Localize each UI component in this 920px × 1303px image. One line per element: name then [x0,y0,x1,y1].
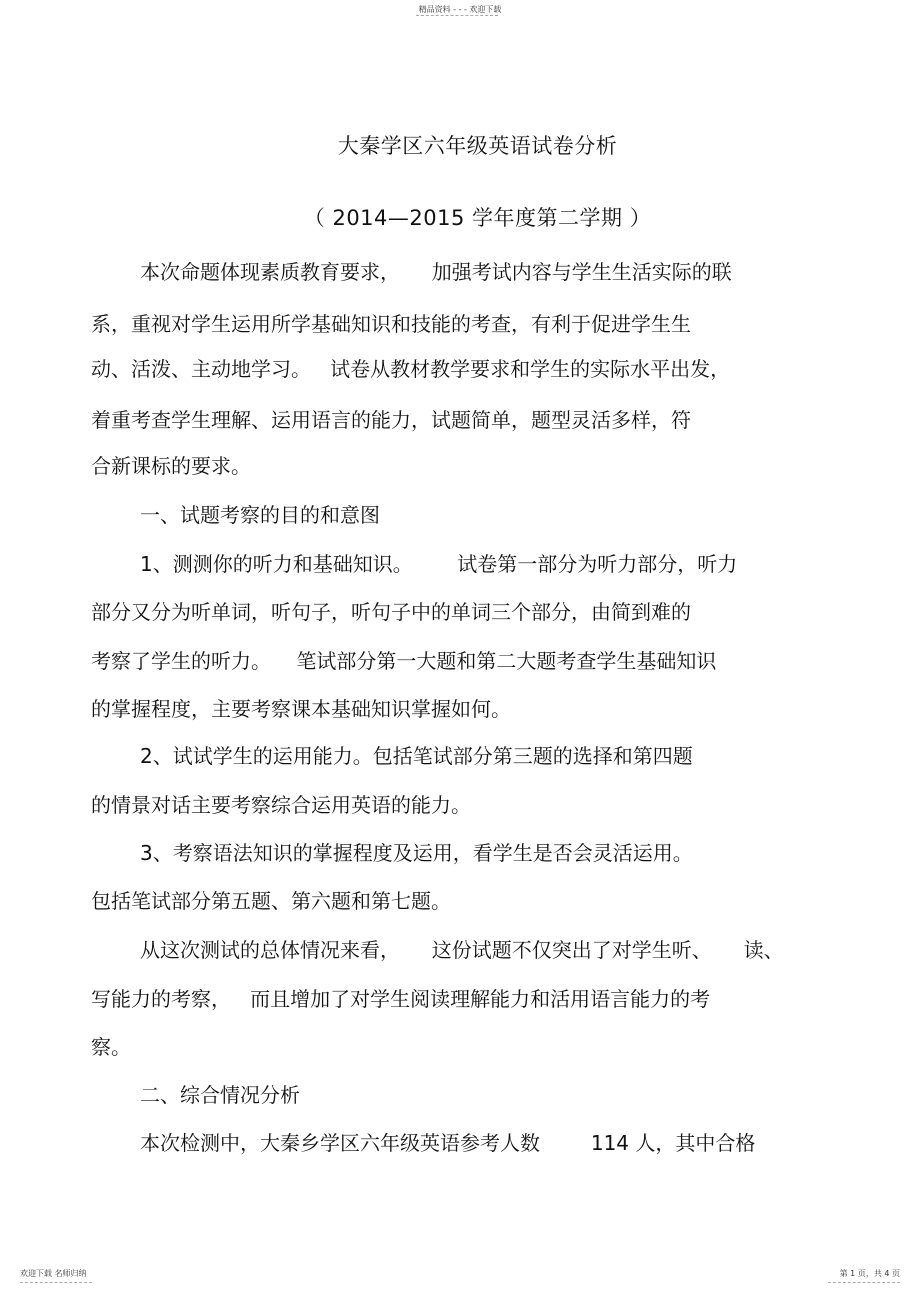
document-title: 大秦学区六年级英语试卷分析 [337,134,618,158]
body-line: 部分又分为听单词，听句子，听句子中的单词三个部分，由简到难的 [91,600,691,624]
body-line: 的掌握程度，主要考察课本基础知识掌握如何。 [91,697,511,721]
footer-divider-right [828,1282,900,1283]
section-heading: 一、试题考察的目的和意图 [140,503,380,527]
body-line: 动、活泼、主动地学习。 试卷从教材教学要求和学生的实际水平出发， [91,357,731,381]
body-line: 合新课标的要求。 [91,454,251,478]
body-line: 从这次测试的总体情况来看， 这份试题不仅突出了对学生听、 读、 [140,938,784,962]
body-line: 着重考查学生理解、运用语言的能力，试题简单，题型灵活多样，符 [91,408,691,432]
body-line: 3、考察语法知识的掌握程度及运用，看学生是否会灵活运用。 [140,841,693,865]
body-line: 本次检测中，大秦乡学区六年级英语参考人数 114 人，其中合格 [140,1131,756,1155]
body-line: 考察了学生的听力。 笔试部分第一大题和第二大题考查学生基础知识 [91,649,717,673]
document-subtitle: （ 2014—2015 学年度第二学期 ） [303,206,652,230]
page-header: 精品资料 - - - 欢迎下载 [418,5,502,14]
body-line: 察。 [91,1035,131,1059]
header-divider [416,15,498,16]
body-line: 写能力的考察， 而且增加了对学生阅读理解能力和活用语言能力的考 [91,987,711,1011]
page-number: 第 1 页，共 4 页 [839,1269,900,1278]
section-heading: 二、综合情况分析 [140,1083,300,1107]
body-line: 2、试试学生的运用能力。包括笔试部分第三题的选择和第四题 [140,744,693,768]
body-line: 的情景对话主要考察综合运用英语的能力。 [91,793,471,817]
body-line: 系，重视对学生运用所学基础知识和技能的考查，有利于促进学生生 [91,312,691,336]
footer-divider-left [20,1282,92,1283]
body-line: 包括笔试部分第五题、第六题和第七题。 [91,889,451,913]
body-line: 1、测测你的听力和基础知识。 试卷第一部分为听力部分，听力 [140,552,738,576]
footer-left-text: 欢迎下载 名师归纳 [20,1269,87,1278]
body-line: 本次命题体现素质教育要求， 加强考试内容与学生生活实际的联 [140,260,732,284]
